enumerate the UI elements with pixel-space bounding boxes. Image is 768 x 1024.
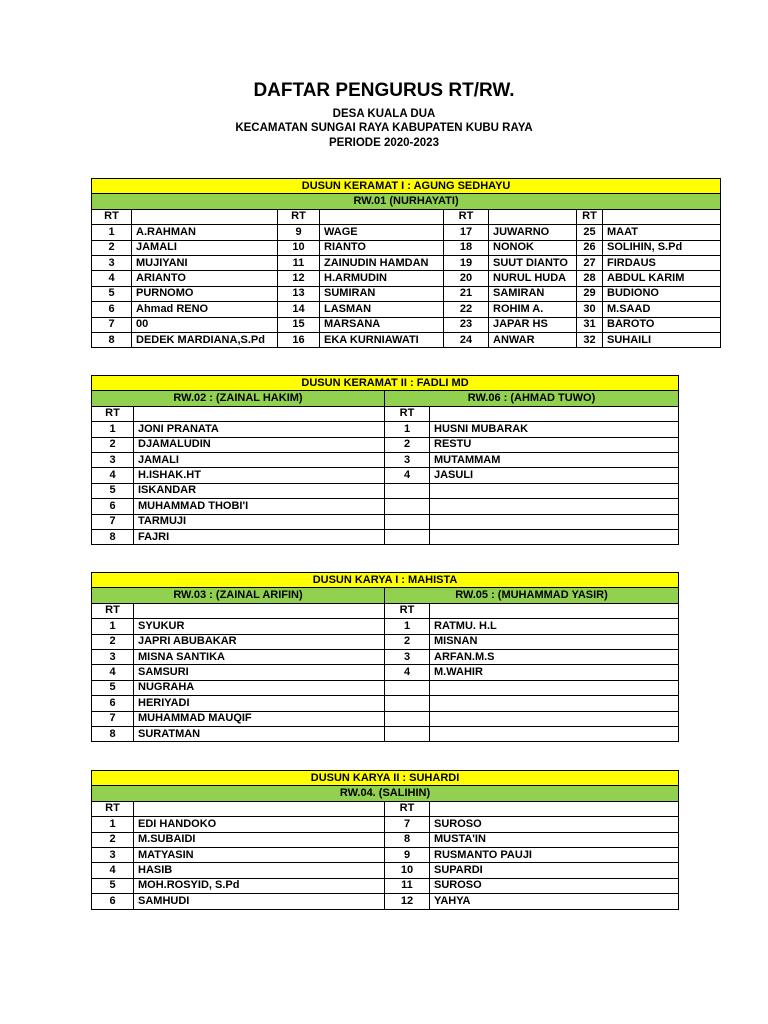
rt-number-cell: 27	[577, 255, 603, 270]
name-cell: MUTAMMAM	[430, 452, 679, 467]
period: PERIODE 2020-2023	[329, 137, 439, 149]
name-cell: ROHIM A.	[489, 302, 577, 317]
rt-number-cell: 14	[278, 302, 320, 317]
rt-column-label: RT	[278, 209, 320, 224]
rt-number-cell: 3	[385, 452, 430, 467]
district-name: KECAMATAN SUNGAI RAYA KABUPATEN KUBU RAYA	[235, 122, 533, 134]
name-cell: NUGRAHA	[134, 680, 385, 695]
rt-number-cell: 4	[385, 665, 430, 680]
rt-number-cell	[385, 680, 430, 695]
name-cell: JASULI	[430, 468, 679, 483]
name-cell: HUSNI MUBARAK	[430, 422, 679, 437]
rw-header-left: RW.02 : (ZAINAL HAKIM)	[92, 391, 385, 406]
table-dusun-karya-2	[91, 770, 679, 910]
rt-number-cell: 3	[92, 847, 134, 862]
rt-number-cell: 3	[92, 649, 134, 664]
table-row	[92, 726, 679, 741]
rt-number-cell: 4	[92, 863, 134, 878]
rt-number-cell	[385, 499, 430, 514]
name-cell: EDI HANDOKO	[134, 817, 385, 832]
rt-column-label: RT	[385, 406, 430, 421]
table-row	[92, 634, 679, 649]
name-cell: MISNAN	[430, 634, 679, 649]
rt-number-cell: 28	[577, 271, 603, 286]
name-cell	[430, 529, 679, 544]
page-title: DAFTAR PENGURUS RT/RW.	[253, 80, 515, 101]
name-cell: JAMALI	[134, 452, 385, 467]
rt-number-cell: 32	[577, 332, 603, 347]
name-cell: LASMAN	[320, 302, 444, 317]
rt-number-cell: 8	[92, 529, 134, 544]
name-cell: ARIANTO	[132, 271, 278, 286]
rt-number-cell: 8	[92, 726, 134, 741]
name-cell	[430, 696, 679, 711]
rt-number-cell: 7	[92, 317, 132, 332]
rt-header-row	[92, 209, 721, 224]
name-cell: ISKANDAR	[134, 483, 385, 498]
rt-number-cell: 8	[385, 832, 430, 847]
rt-header-row	[92, 801, 679, 816]
rw-header-right: RW.05 : (MUHAMMAD YASIR)	[385, 588, 679, 603]
rt-number-cell: 1	[385, 422, 430, 437]
rt-column-label: RT	[92, 603, 134, 618]
name-cell: MUHAMMAD THOBI'I	[134, 499, 385, 514]
rt-number-cell: 2	[92, 634, 134, 649]
rt-number-cell: 1	[92, 619, 134, 634]
rt-number-cell: 5	[92, 483, 134, 498]
name-cell: ZAINUDIN HAMDAN	[320, 255, 444, 270]
rt-number-cell: 25	[577, 225, 603, 240]
table-row	[92, 437, 679, 452]
table-row	[92, 863, 679, 878]
rt-number-cell: 18	[444, 240, 489, 255]
table-row	[92, 422, 679, 437]
rt-number-cell: 6	[92, 894, 134, 909]
rt-number-cell	[385, 726, 430, 741]
rt-column-label: RT	[92, 406, 134, 421]
name-cell: SUROSO	[430, 878, 679, 893]
name-cell: NONOK	[489, 240, 577, 255]
rt-number-cell: 6	[92, 302, 132, 317]
rt-number-cell: 7	[92, 711, 134, 726]
rt-number-cell: 12	[278, 271, 320, 286]
name-cell: M.SUBAIDI	[134, 832, 385, 847]
rt-number-cell: 29	[577, 286, 603, 301]
rt-number-cell: 6	[92, 696, 134, 711]
name-cell: H.ARMUDIN	[320, 271, 444, 286]
table-row	[92, 847, 679, 862]
rt-number-cell: 20	[444, 271, 489, 286]
name-cell: MAAT	[603, 225, 721, 240]
rt-number-cell: 3	[385, 649, 430, 664]
name-cell: PURNOMO	[132, 286, 278, 301]
rt-number-cell: 5	[92, 286, 132, 301]
rt-number-cell: 12	[385, 894, 430, 909]
name-cell: JONI PRANATA	[134, 422, 385, 437]
rt-column-label: RT	[577, 209, 603, 224]
rt-number-cell: 11	[278, 255, 320, 270]
table-row	[92, 468, 679, 483]
name-cell: WAGE	[320, 225, 444, 240]
rt-number-cell: 5	[92, 878, 134, 893]
name-cell: MISNA SANTIKA	[134, 649, 385, 664]
dusun-header: DUSUN KERAMAT II : FADLI MD	[92, 376, 679, 391]
rt-number-cell: 30	[577, 302, 603, 317]
name-cell: HASIB	[134, 863, 385, 878]
dusun-header: DUSUN KARYA I : MAHISTA	[92, 573, 679, 588]
rt-number-cell: 9	[385, 847, 430, 862]
table-dusun-karya-1	[91, 572, 679, 742]
rt-number-cell: 31	[577, 317, 603, 332]
rt-number-cell	[385, 514, 430, 529]
rt-number-cell: 10	[278, 240, 320, 255]
name-cell: EKA KURNIAWATI	[320, 332, 444, 347]
rt-number-cell: 15	[278, 317, 320, 332]
table-row	[92, 711, 679, 726]
table-row	[92, 894, 679, 909]
rt-number-cell: 22	[444, 302, 489, 317]
name-cell: SUUT DIANTO	[489, 255, 577, 270]
rt-number-cell: 17	[444, 225, 489, 240]
table-row	[92, 529, 679, 544]
name-cell: ANWAR	[489, 332, 577, 347]
name-cell: H.ISHAK.HT	[134, 468, 385, 483]
rt-number-cell: 3	[92, 255, 132, 270]
name-cell: YAHYA	[430, 894, 679, 909]
table-row	[92, 878, 679, 893]
name-cell: JAMALI	[132, 240, 278, 255]
name-cell: FAJRI	[134, 529, 385, 544]
rt-number-cell	[385, 529, 430, 544]
name-cell: SAMSURI	[134, 665, 385, 680]
table-row	[92, 514, 679, 529]
name-cell: SAMHUDI	[134, 894, 385, 909]
table-row	[92, 680, 679, 695]
name-cell: HERIYADI	[134, 696, 385, 711]
name-cell: TARMUJI	[134, 514, 385, 529]
rt-number-cell: 1	[92, 817, 134, 832]
table-dusun-keramat-2	[91, 375, 679, 545]
rt-number-cell: 4	[385, 468, 430, 483]
name-cell: JUWARNO	[489, 225, 577, 240]
table-row	[92, 240, 721, 255]
rt-number-cell: 24	[444, 332, 489, 347]
rt-number-cell: 2	[92, 832, 134, 847]
name-cell: Ahmad RENO	[132, 302, 278, 317]
name-cell: DEDEK MARDIANA,S.Pd	[132, 332, 278, 347]
rt-number-cell: 2	[92, 437, 134, 452]
rt-number-cell: 1	[92, 422, 134, 437]
name-cell: SUHAILI	[603, 332, 721, 347]
rt-number-cell: 23	[444, 317, 489, 332]
table-row	[92, 483, 679, 498]
name-cell: SYUKUR	[134, 619, 385, 634]
rt-number-cell: 8	[92, 332, 132, 347]
name-cell: MOH.ROSYID, S.Pd	[134, 878, 385, 893]
name-cell: ARFAN.M.S	[430, 649, 679, 664]
rw-header-left: RW.03 : (ZAINAL ARIFIN)	[92, 588, 385, 603]
table-row	[92, 332, 721, 347]
rt-number-cell: 2	[385, 437, 430, 452]
name-cell	[430, 483, 679, 498]
rw-header: RW.04. (SALIHIN)	[92, 786, 679, 801]
name-cell: 00	[132, 317, 278, 332]
name-cell: SUMIRAN	[320, 286, 444, 301]
name-cell: A.RAHMAN	[132, 225, 278, 240]
rt-number-cell: 26	[577, 240, 603, 255]
name-cell	[430, 499, 679, 514]
table-dusun-keramat-1	[91, 178, 721, 348]
name-cell: JAPAR HS	[489, 317, 577, 332]
name-cell: MUHAMMAD MAUQIF	[134, 711, 385, 726]
name-cell: MARSANA	[320, 317, 444, 332]
rt-header-row	[92, 603, 679, 618]
table-row	[92, 271, 721, 286]
name-cell: BUDIONO	[603, 286, 721, 301]
name-cell	[430, 726, 679, 741]
name-cell: SUROSO	[430, 817, 679, 832]
rt-number-cell: 7	[92, 514, 134, 529]
rt-number-cell	[385, 483, 430, 498]
rt-number-cell: 1	[385, 619, 430, 634]
name-cell: SURATMAN	[134, 726, 385, 741]
table-row	[92, 452, 679, 467]
name-cell	[430, 680, 679, 695]
rt-column-label: RT	[444, 209, 489, 224]
name-cell: ABDUL KARIM	[603, 271, 721, 286]
rt-number-cell: 6	[92, 499, 134, 514]
rt-number-cell: 4	[92, 665, 134, 680]
name-cell: BAROTO	[603, 317, 721, 332]
rt-number-cell: 19	[444, 255, 489, 270]
name-cell: JAPRI ABUBAKAR	[134, 634, 385, 649]
table-row	[92, 499, 679, 514]
name-cell: MUSTA'IN	[430, 832, 679, 847]
name-cell: NURUL HUDA	[489, 271, 577, 286]
name-cell: SOLIHIN, S.Pd	[603, 240, 721, 255]
rt-number-cell: 4	[92, 271, 132, 286]
rt-number-cell: 5	[92, 680, 134, 695]
name-cell: MUJIYANI	[132, 255, 278, 270]
rt-number-cell: 1	[92, 225, 132, 240]
rt-number-cell: 7	[385, 817, 430, 832]
rt-number-cell	[385, 696, 430, 711]
rt-column-label: RT	[385, 603, 430, 618]
name-cell: RUSMANTO PAUJI	[430, 847, 679, 862]
table-row	[92, 255, 721, 270]
table-row	[92, 665, 679, 680]
rt-number-cell: 21	[444, 286, 489, 301]
rw-header: RW.01 (NURHAYATI)	[92, 194, 721, 209]
rt-number-cell: 2	[92, 240, 132, 255]
rt-number-cell: 10	[385, 863, 430, 878]
rt-number-cell: 2	[385, 634, 430, 649]
name-cell: SAMIRAN	[489, 286, 577, 301]
rt-number-cell	[385, 711, 430, 726]
name-cell: FIRDAUS	[603, 255, 721, 270]
name-cell: MATYASIN	[134, 847, 385, 862]
rt-number-cell: 16	[278, 332, 320, 347]
dusun-header: DUSUN KARYA II : SUHARDI	[92, 771, 679, 786]
rt-column-label: RT	[385, 801, 430, 816]
name-cell: SUPARDI	[430, 863, 679, 878]
name-cell: RESTU	[430, 437, 679, 452]
name-cell: M.WAHIR	[430, 665, 679, 680]
table-row	[92, 619, 679, 634]
table-row	[92, 317, 721, 332]
rt-header-row	[92, 406, 679, 421]
rw-header-right: RW.06 : (AHMAD TUWO)	[385, 391, 679, 406]
name-cell: RIANTO	[320, 240, 444, 255]
name-cell: DJAMALUDIN	[134, 437, 385, 452]
table-row	[92, 649, 679, 664]
name-cell: RATMU. H.L	[430, 619, 679, 634]
table-row	[92, 832, 679, 847]
dusun-header: DUSUN KERAMAT I : AGUNG SEDHAYU	[92, 179, 721, 194]
name-cell: M.SAAD	[603, 302, 721, 317]
rt-column-label: RT	[92, 801, 134, 816]
rt-column-label: RT	[92, 209, 132, 224]
rt-number-cell: 9	[278, 225, 320, 240]
rt-number-cell: 13	[278, 286, 320, 301]
rt-number-cell: 3	[92, 452, 134, 467]
rt-number-cell: 4	[92, 468, 134, 483]
table-row	[92, 696, 679, 711]
village-name: DESA KUALA DUA	[332, 108, 436, 120]
table-row	[92, 286, 721, 301]
rt-number-cell: 11	[385, 878, 430, 893]
name-cell	[430, 514, 679, 529]
table-row	[92, 225, 721, 240]
table-row	[92, 302, 721, 317]
table-row	[92, 817, 679, 832]
name-cell	[430, 711, 679, 726]
